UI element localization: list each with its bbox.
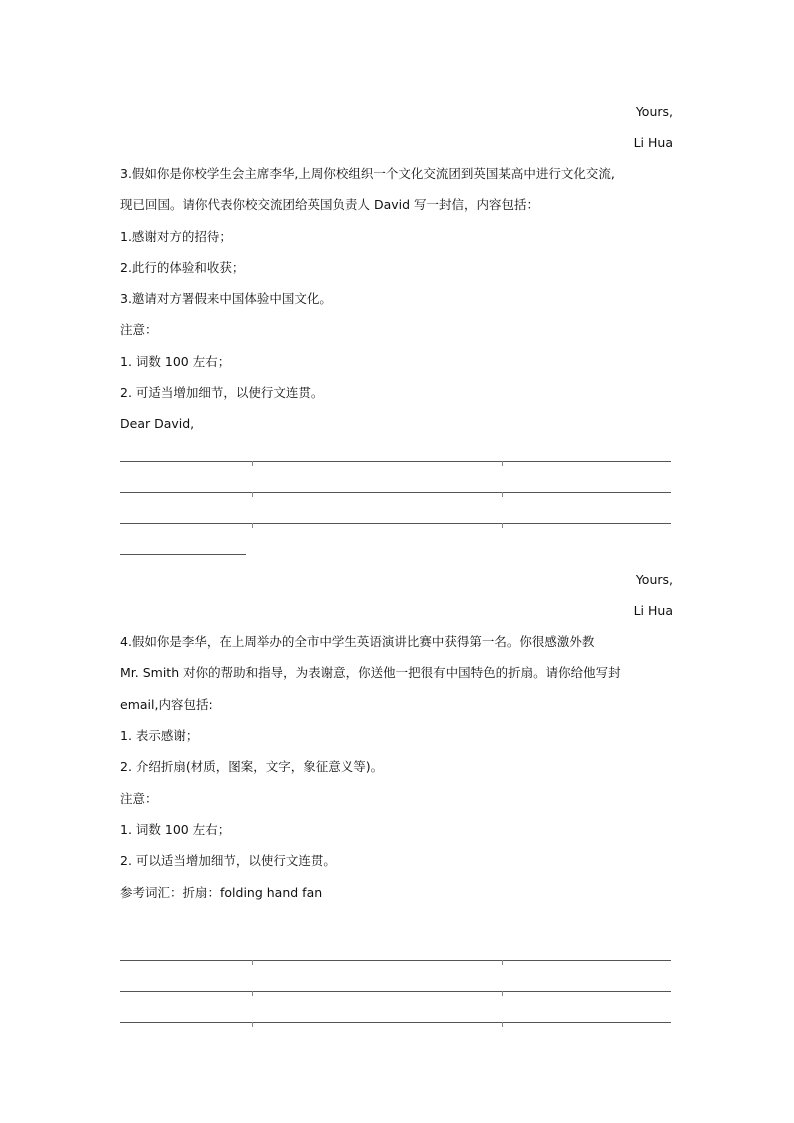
writing-line-short	[120, 554, 246, 555]
line-divider	[252, 461, 253, 466]
line-divider	[502, 1022, 503, 1027]
q3-note-2: 2. 可适当增加细节，以使行文连贯。	[120, 385, 324, 400]
q3-item-2: 2.此行的体验和收获；	[120, 260, 245, 275]
line-divider	[502, 991, 503, 996]
line-divider	[252, 523, 253, 528]
signature-li-hua: Li Hua	[633, 135, 673, 150]
writing-line	[120, 523, 671, 524]
q4-vocab: 参考词汇：折扇：folding hand fan	[120, 885, 323, 900]
q3-closing-yours: Yours,	[635, 572, 673, 587]
q3-note-1: 1. 词数 100 左右；	[120, 354, 231, 369]
writing-line	[120, 492, 671, 493]
q3-item-1: 1.感谢对方的招待；	[120, 229, 232, 244]
writing-line	[120, 461, 671, 462]
q4-note-2: 2. 可以适当增加细节，以使行文连贯。	[120, 853, 336, 868]
writing-line	[120, 1022, 671, 1023]
closing-yours: Yours,	[635, 104, 673, 119]
writing-line	[120, 991, 671, 992]
q3-item-3: 3.邀请对方署假来中国体验中国文化。	[120, 291, 332, 306]
line-divider	[502, 523, 503, 528]
line-divider	[502, 960, 503, 965]
q4-item-1: 1. 表示感谢；	[120, 728, 199, 743]
q4-prompt-line-1: 4.假如你是李华，在上周举办的全市中学生英语演讲比赛中获得第一名。你很感激外教	[120, 634, 595, 649]
writing-line	[120, 960, 671, 961]
q4-prompt-line-3: email,内容包括:	[120, 697, 213, 712]
q3-note-label: 注意：	[120, 322, 158, 337]
q4-prompt-line-2: Mr. Smith 对你的帮助和指导，为表谢意，你送他一把很有中国特色的折扇。请你给他写封	[120, 665, 621, 680]
line-divider	[502, 492, 503, 497]
q4-item-2: 2. 介绍折扇(材质，图案，文字，象征意义等)。	[120, 759, 384, 774]
q4-note-1: 1. 词数 100 左右；	[120, 822, 231, 837]
q3-prompt-line-1: 3.假如你是你校学生会主席李华,上周你校组织一个文化交流团到英国某高中进行文化交流,	[120, 166, 615, 181]
q3-salutation: Dear David,	[120, 416, 195, 431]
q3-prompt-line-2: 现已回国。请你代表你校交流团给英国负责人 David 写一封信，内容包括：	[120, 197, 540, 212]
q3-signature-li-hua: Li Hua	[633, 603, 673, 618]
line-divider	[252, 1022, 253, 1027]
line-divider	[502, 461, 503, 466]
line-divider	[252, 492, 253, 497]
q4-note-label: 注意：	[120, 791, 158, 806]
line-divider	[252, 991, 253, 996]
line-divider	[252, 960, 253, 965]
